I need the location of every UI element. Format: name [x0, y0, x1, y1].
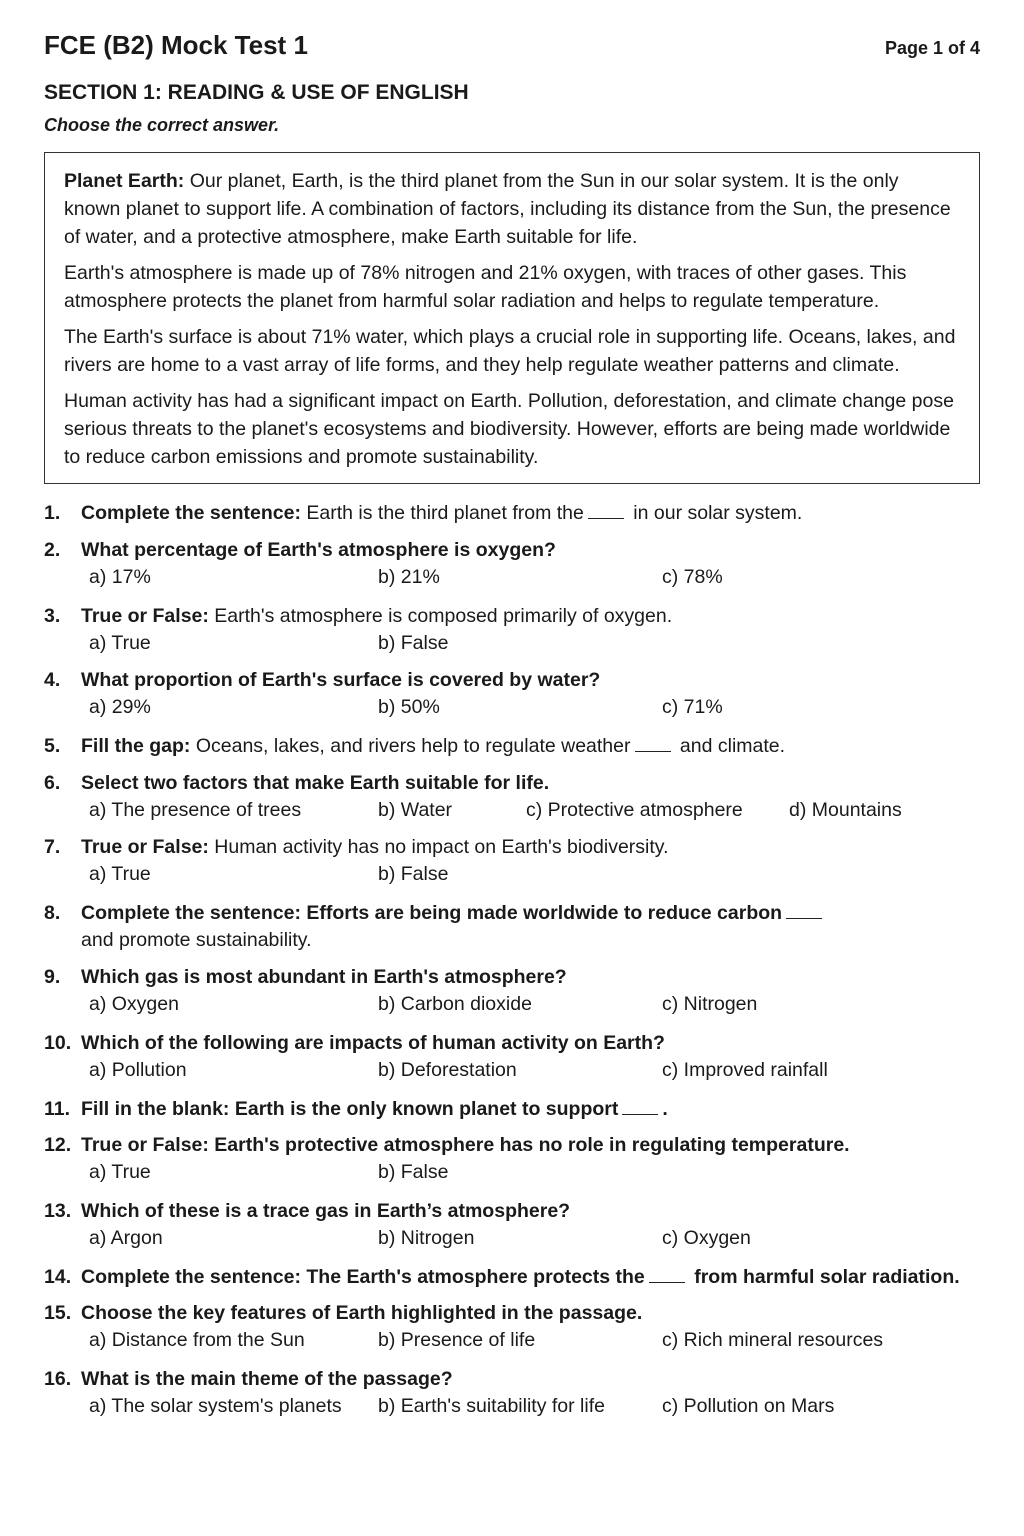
question-prompt: What is the main theme of the passage? — [81, 1368, 453, 1390]
question-prompt: Select two factors that make Earth suitable for life. — [81, 772, 550, 794]
reading-passage — [44, 152, 980, 484]
question-continuation: and promote sustainability. — [81, 929, 312, 951]
passage-paragraph-1 — [64, 167, 959, 251]
question-body: Oceans, lakes, and rivers help to regulate weather — [190, 735, 631, 757]
answer-option[interactable]: b) Water — [378, 799, 453, 821]
question-prompt: Fill the gap: — [81, 735, 191, 757]
answer-blank[interactable] — [635, 733, 671, 752]
answer-options — [81, 564, 980, 593]
question-prompt: Which gas is most abundant in Earth's atmosphere? — [81, 966, 567, 988]
answer-option[interactable]: a) True — [89, 632, 151, 654]
question-item — [44, 1132, 980, 1188]
question-text — [81, 1096, 980, 1123]
question-list — [44, 500, 980, 1422]
answer-option[interactable]: b) Nitrogen — [378, 1227, 475, 1249]
question-number: 9. — [44, 966, 61, 988]
answer-option[interactable]: a) True — [89, 863, 151, 885]
question-number: 14. — [44, 1266, 72, 1288]
question-text — [81, 834, 980, 861]
answer-option[interactable]: b) Deforestation — [378, 1059, 517, 1081]
question-text — [81, 770, 980, 797]
question-text — [81, 964, 980, 991]
question-prompt: Complete the sentence: Efforts are being made worldwide to reduce carbon — [81, 902, 783, 924]
question-number: 1. — [44, 502, 61, 524]
answer-options — [81, 694, 980, 723]
answer-option[interactable]: a) The presence of trees — [89, 799, 302, 821]
question-item — [44, 964, 980, 1020]
question-text — [81, 1366, 980, 1393]
question-body-end: and climate. — [674, 735, 786, 757]
question-item — [44, 500, 980, 527]
answer-options — [81, 797, 980, 826]
question-item — [44, 770, 980, 826]
question-number: 7. — [44, 836, 61, 858]
question-item — [44, 733, 980, 760]
answer-option[interactable]: a) 17% — [89, 566, 151, 588]
answer-option[interactable]: c) Pollution on Mars — [662, 1395, 835, 1417]
question-number: 8. — [44, 902, 61, 924]
passage-paragraph-3: The Earth's surface is about 71% water, which plays a crucial role in supporting life. Oceans, lakes, and rivers are home to a vast array of life forms, and they help regulate weather patterns and climate. — [64, 326, 956, 376]
answer-blank[interactable] — [786, 900, 822, 919]
question-text — [81, 1030, 980, 1057]
question-body: Earth's atmosphere is composed primarily of oxygen. — [208, 605, 673, 627]
question-number: 6. — [44, 772, 61, 794]
answer-options — [81, 861, 980, 890]
question-body-end: in our solar system. — [627, 502, 803, 524]
question-text — [81, 900, 980, 927]
answer-options — [81, 1327, 980, 1356]
question-prompt: Which of the following are impacts of human activity on Earth? — [81, 1032, 665, 1054]
question-body: Earth is the third planet from the — [300, 502, 584, 524]
answer-blank[interactable] — [649, 1264, 685, 1283]
answer-option[interactable]: c) Nitrogen — [662, 993, 758, 1015]
question-text — [81, 500, 980, 527]
question-prompt: Fill in the blank: Earth is the only known planet to support — [81, 1098, 619, 1120]
question-number: 10. — [44, 1032, 72, 1054]
answer-option[interactable]: a) True — [89, 1161, 151, 1183]
answer-option[interactable]: b) 50% — [378, 696, 440, 718]
question-prompt: What percentage of Earth's atmosphere is oxygen? — [81, 539, 556, 561]
question-item — [44, 1198, 980, 1254]
answer-options — [81, 630, 980, 659]
passage-text-1: Our planet, Earth, is the third planet from the Sun in our solar system. It is the only known planet to support life. A combination of factors, including its distance from the Sun, the presence of water, and a protective atmosphere, make Earth suitable for life. — [64, 170, 951, 248]
question-item — [44, 603, 980, 659]
question-body: Human activity has no impact on Earth's biodiversity. — [208, 836, 669, 858]
question-prompt: What proportion of Earth's surface is covered by water? — [81, 669, 601, 691]
question-prompt: Which of these is a trace gas in Earth’s atmosphere? — [81, 1200, 571, 1222]
test-page — [44, 30, 980, 1432]
question-text — [81, 1132, 980, 1159]
question-text — [81, 1198, 980, 1225]
answer-option[interactable]: d) Mountains — [789, 799, 902, 821]
question-item — [44, 1030, 980, 1086]
answer-option[interactable]: c) Oxygen — [662, 1227, 751, 1249]
answer-option[interactable]: a) Distance from the Sun — [89, 1329, 305, 1351]
question-text — [81, 1264, 980, 1291]
answer-option[interactable]: a) The solar system's planets — [89, 1395, 342, 1417]
question-prompt: Choose the key features of Earth highlighted in the passage. — [81, 1302, 643, 1324]
question-prompt: Complete the sentence: The Earth's atmosphere protects the — [81, 1266, 645, 1288]
question-text — [81, 1300, 980, 1327]
answer-options — [81, 1393, 980, 1422]
answer-options — [81, 1159, 980, 1188]
answer-option[interactable]: b) Carbon dioxide — [378, 993, 532, 1015]
answer-option[interactable]: b) False — [378, 632, 449, 654]
question-body-end: . — [662, 1098, 668, 1120]
section-title: SECTION 1: READING & USE OF ENGLISH — [44, 81, 469, 104]
answer-option[interactable]: b) False — [378, 1161, 449, 1183]
answer-option[interactable]: b) Presence of life — [378, 1329, 536, 1351]
question-item — [44, 1096, 980, 1123]
question-number: 4. — [44, 669, 61, 691]
answer-option[interactable]: b) False — [378, 863, 449, 885]
question-number: 2. — [44, 539, 61, 561]
question-item — [44, 537, 980, 593]
question-number: 15. — [44, 1302, 72, 1324]
answer-option[interactable]: a) Pollution — [89, 1059, 187, 1081]
answer-option[interactable]: a) Oxygen — [89, 993, 179, 1015]
question-text — [81, 603, 980, 630]
test-title: FCE (B2) Mock Test 1 — [44, 30, 308, 60]
answer-blank[interactable] — [588, 500, 624, 519]
question-text — [81, 537, 980, 564]
question-text — [81, 667, 980, 694]
answer-options — [81, 1225, 980, 1254]
question-number: 5. — [44, 735, 61, 757]
page-number: Page 1 of 4 — [884, 38, 980, 58]
question-prompt: True or False: Earth's protective atmosphere has no role in regulating temperature. — [81, 1134, 850, 1156]
instructions: Choose the correct answer. — [44, 115, 280, 135]
question-body-end: from harmful solar radiation. — [688, 1266, 960, 1288]
question-item — [44, 1264, 980, 1291]
answer-blank[interactable] — [622, 1096, 658, 1115]
answer-option[interactable]: b) 21% — [378, 566, 440, 588]
answer-options — [81, 991, 980, 1020]
answer-option[interactable]: a) Argon — [89, 1227, 163, 1249]
question-prompt: True or False: — [81, 836, 209, 858]
question-number: 11. — [44, 1098, 71, 1120]
question-item — [44, 1366, 980, 1422]
page-header — [44, 30, 980, 64]
answer-options — [81, 1057, 980, 1086]
question-item — [44, 834, 980, 890]
passage-paragraph-4: Human activity has had a significant impact on Earth. Pollution, deforestation, and climate change pose serious threats to the planet's ecosystems and biodiversity. However, efforts are being made worldwide to reduce carbon emissions and promote sustainability. — [64, 390, 954, 468]
question-item — [44, 1300, 980, 1356]
question-number: 12. — [44, 1134, 72, 1156]
answer-option[interactable]: c) Improved rainfall — [662, 1059, 828, 1081]
answer-option[interactable]: a) 29% — [89, 696, 151, 718]
question-prompt: True or False: — [81, 605, 209, 627]
answer-option[interactable]: c) Protective atmosphere — [526, 799, 743, 821]
question-text — [81, 733, 980, 760]
answer-option[interactable]: b) Earth's suitability for life — [378, 1395, 605, 1417]
answer-option[interactable]: c) Rich mineral resources — [662, 1329, 884, 1351]
passage-paragraph-2: Earth's atmosphere is made up of 78% nitrogen and 21% oxygen, with traces of other gases. This atmosphere protects the planet from harmful solar radiation and helps to regulate temperature. — [64, 262, 907, 312]
answer-option[interactable]: c) 71% — [662, 696, 723, 718]
question-number: 13. — [44, 1200, 72, 1222]
question-number: 3. — [44, 605, 61, 627]
answer-option[interactable]: c) 78% — [662, 566, 723, 588]
passage-heading: Planet Earth: — [64, 170, 185, 192]
question-prompt: Complete the sentence: — [81, 502, 301, 524]
question-number: 16. — [44, 1368, 72, 1390]
question-item — [44, 900, 980, 954]
question-item — [44, 667, 980, 723]
